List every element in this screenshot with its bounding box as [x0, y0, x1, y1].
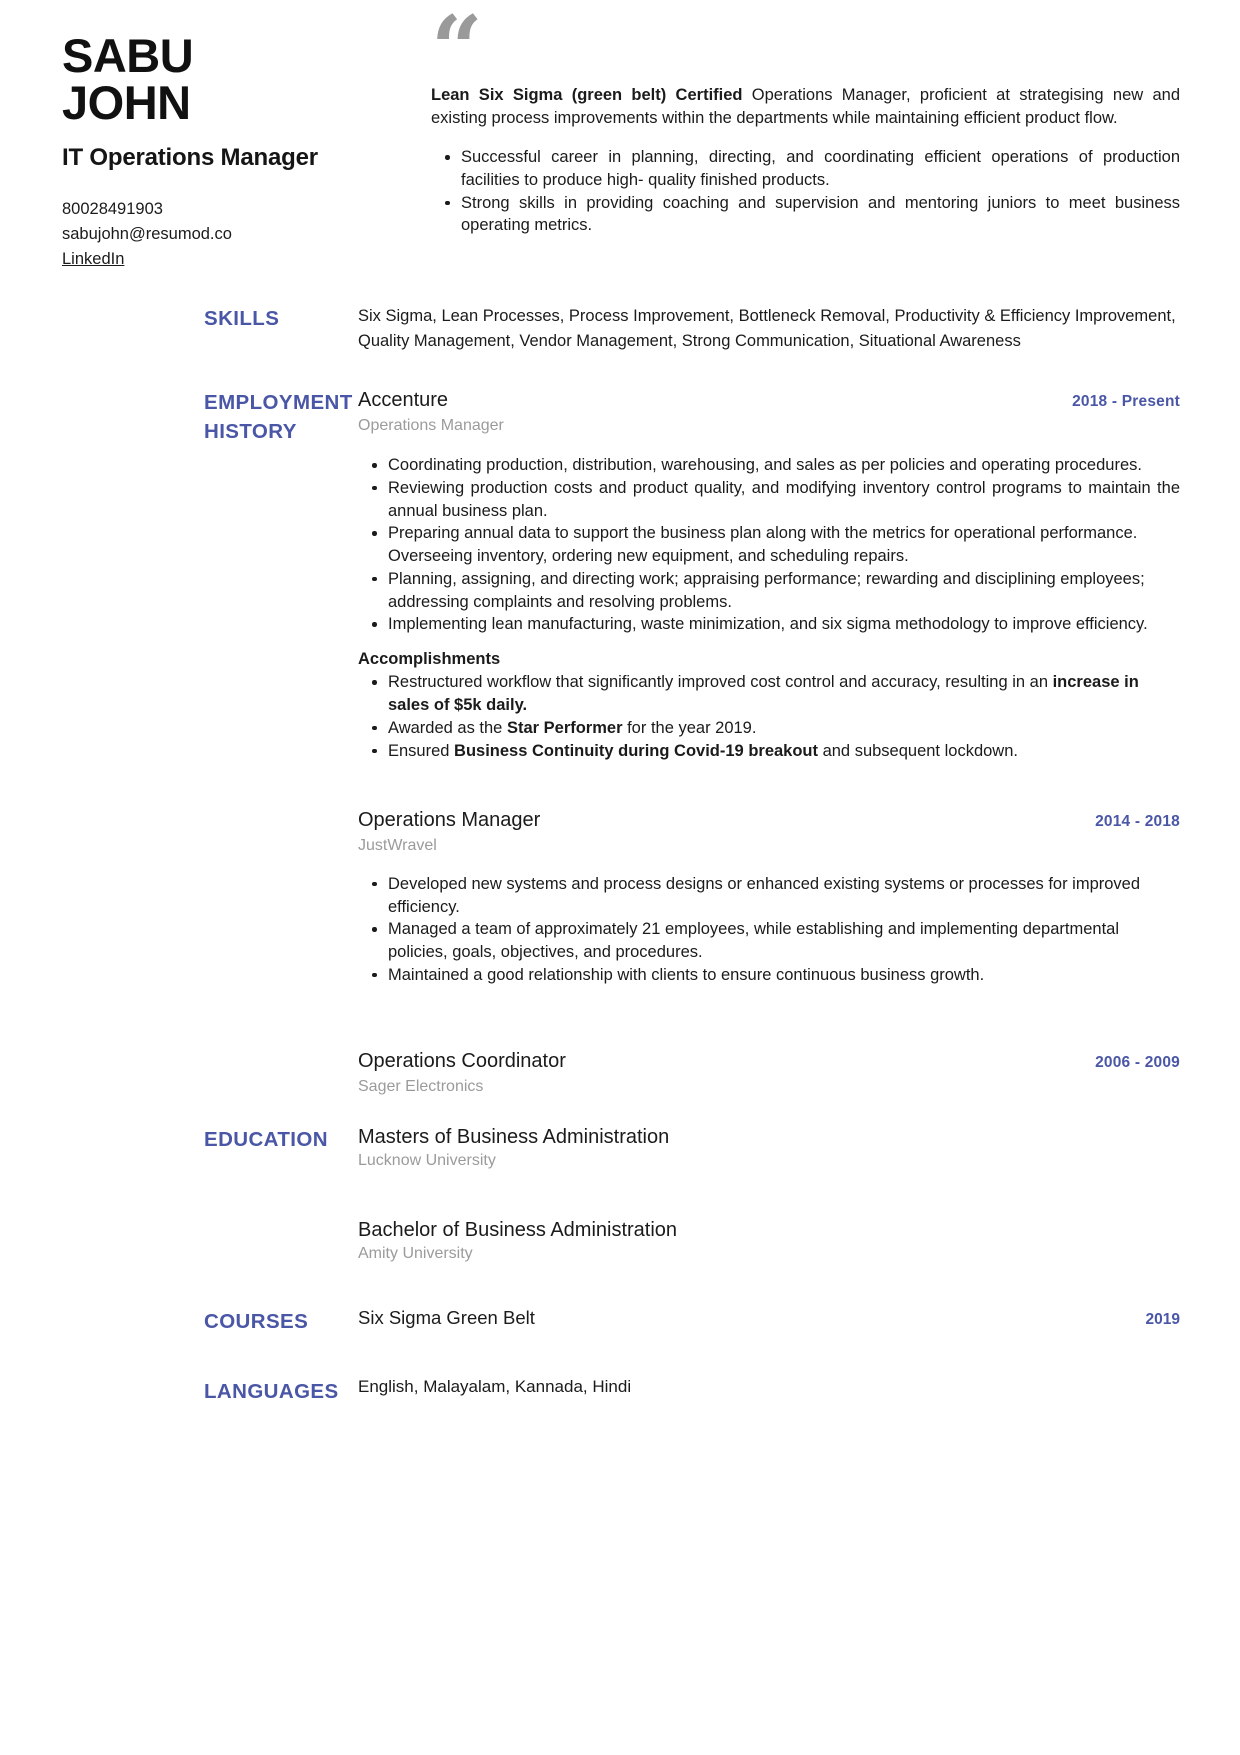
skills-text: Six Sigma, Lean Processes, Process Improvement, Bottleneck Removal, Productivity & Efficiency Improvement, Quality Management, Vendor Management, Strong Communication, Situational Awareness	[358, 307, 1176, 350]
accomplishments-title: Accomplishments	[358, 650, 501, 669]
job-company: Operations Coordinator	[358, 1049, 566, 1072]
first-name: SABU	[62, 29, 194, 82]
accomplishment-text-end: and subsequent lockdown.	[818, 741, 1018, 760]
list-item: Implementing lean manufacturing, waste minimization, and six sigma methodology to improve efficiency.	[388, 613, 1180, 636]
job-bullet-list	[358, 873, 1180, 987]
linkedin-link[interactable]: LinkedIn	[62, 249, 125, 268]
section-label-employment-line1: EMPLOYMENT	[204, 390, 353, 414]
list-item: Preparing annual data to support the business plan along with the metrics for operational performance. Overseeing inventory, ordering new equipment, and scheduling repairs.	[388, 522, 1180, 568]
education-degree: Bachelor of Business Administration	[358, 1219, 678, 1242]
section-label-employment	[62, 388, 353, 447]
contact-block	[62, 197, 422, 272]
last-name: JOHN	[62, 76, 191, 129]
section-label-education: EDUCATION	[204, 1128, 328, 1152]
page-title	[62, 29, 422, 129]
section-courses	[0, 1307, 1240, 1337]
job-entry	[358, 388, 1180, 763]
list-item	[388, 671, 1180, 717]
job-company: Accenture	[358, 388, 449, 411]
job-date: 2018 - Present	[1072, 392, 1180, 410]
job-company: Operations Manager	[358, 809, 541, 832]
job-entry	[358, 1049, 1180, 1098]
list-item: Successful career in planning, directing, and coordinating efficient operations of production facilities to produce high- quality finished products.	[461, 146, 1180, 192]
job-title: IT Operations Manager	[62, 144, 318, 171]
education-entry	[358, 1125, 1180, 1170]
section-label-courses: COURSES	[204, 1310, 309, 1334]
accomplishments-list	[358, 671, 1180, 762]
resume-header	[0, 0, 1240, 272]
list-item: Reviewing production costs and product quality, and modifying inventory control programs to maintain the annual business plan.	[388, 477, 1180, 523]
education-school: Lucknow University	[358, 1152, 496, 1170]
section-label-languages: LANGUAGES	[204, 1380, 339, 1404]
accomplishment-highlight: Star Performer	[506, 718, 623, 737]
identity-block	[62, 22, 422, 272]
list-item: Managed a team of approximately 21 employees, while establishing and implementing departmental policies, goals, objectives, and procedures.	[388, 918, 1180, 964]
section-label-skills: SKILLS	[204, 307, 280, 331]
accomplishment-text-end: for the year 2019.	[622, 718, 757, 737]
accomplishment-highlight: increase in sales of $5k daily.	[388, 673, 1139, 715]
job-role: JustWravel	[358, 837, 437, 855]
quote-icon: “	[431, 0, 481, 102]
course-name: Six Sigma Green Belt	[358, 1307, 535, 1329]
phone-number: 80028491903	[62, 199, 163, 218]
list-item: Planning, assigning, and directing work; appraising performance; rewarding and disciplining employees; addressing complaints and resolving problems.	[388, 568, 1180, 614]
accomplishment-text: Ensured	[388, 741, 455, 760]
summary-bullet-list	[431, 146, 1180, 237]
summary-lead-bold: Lean Six Sigma (green belt) Certified	[431, 86, 743, 104]
section-education	[0, 1125, 1240, 1263]
list-item: Maintained a good relationship with clients to ensure continuous business growth.	[388, 964, 1180, 987]
list-item	[388, 740, 1180, 763]
summary-block	[422, 0, 1180, 237]
job-entry	[358, 808, 1180, 986]
job-date: 2014 - 2018	[1095, 813, 1180, 831]
section-employment	[0, 388, 1240, 1098]
list-item: Coordinating production, distribution, warehousing, and sales as per policies and operating procedures.	[388, 454, 1180, 477]
languages-text: English, Malayalam, Kannada, Hindi	[358, 1377, 632, 1397]
accomplishment-text: Restructured workflow that significantly improved cost control and accuracy, resulting in an	[388, 673, 1053, 692]
section-skills	[0, 304, 1240, 354]
email-address: sabujohn@resumod.co	[62, 224, 232, 243]
job-date: 2006 - 2009	[1095, 1053, 1180, 1071]
summary-lead-rest: Operations Manager, proficient at strategising new and existing process improvements within the departments while maintaining efficient product flow.	[431, 86, 1180, 127]
summary-lead	[431, 84, 1180, 130]
section-label-employment-line2: HISTORY	[204, 420, 297, 444]
list-item: Strong skills in providing coaching and supervision and mentoring juniors to meet business operating metrics.	[461, 192, 1180, 238]
education-degree: Masters of Business Administration	[358, 1126, 670, 1149]
accomplishment-text: Awarded as the	[388, 718, 507, 737]
section-languages	[0, 1377, 1240, 1407]
course-year: 2019	[1145, 1311, 1180, 1329]
job-bullet-list	[358, 454, 1180, 636]
list-item	[388, 717, 1180, 740]
course-entry	[358, 1307, 1180, 1329]
list-item: Developed new systems and process designs or enhanced existing systems or processes for improved efficiency.	[388, 873, 1180, 919]
education-entry	[358, 1218, 1180, 1263]
accomplishment-highlight: Business Continuity during Covid-19 breakout	[454, 741, 818, 760]
job-role: Operations Manager	[358, 416, 504, 434]
job-role: Sager Electronics	[358, 1077, 484, 1095]
education-school: Amity University	[358, 1245, 473, 1263]
